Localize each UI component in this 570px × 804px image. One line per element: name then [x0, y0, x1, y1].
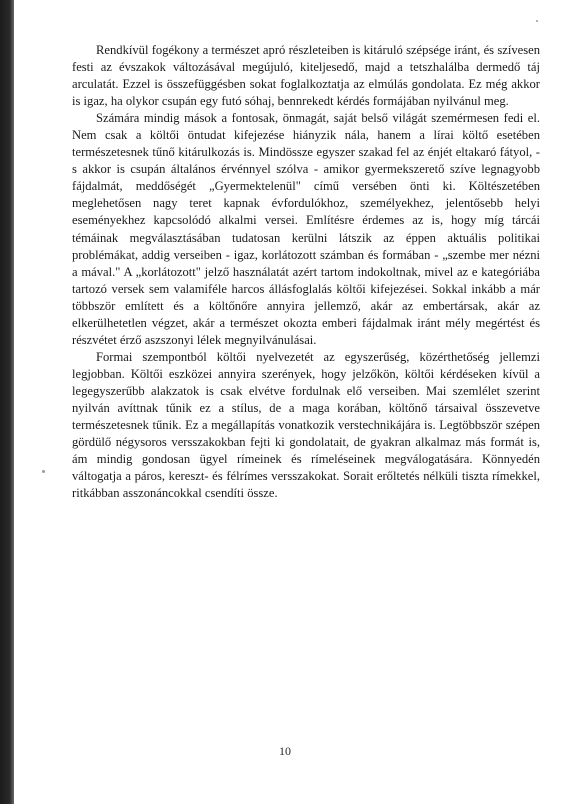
scan-speck — [536, 20, 538, 22]
paragraph-2: Számára mindig mások a fontosak, önmagát, saját belső világát szemérmesen fedi el. Nem csak a költői öntudat kifejezése hiányzik nála, hanem a lírai költő esetében természetesnek tűnő kitárulkozás is. Mindössze egyszer szakad fel az énjét eltakaró fátyol, - s akkor is csupán általános érvénnyel szólva - amikor gyermekszerető szíve legnagyobb fájdalmát, meddőségét „Gyermektelenül" című versében önti ki. Költészetében meglehetősen nagy teret kapnak évfordulókhoz, személyekhez, jelentősebb helyi eseményekhez kapcsolódó alkalmi versei. Említésre érdemes az is, hogy míg tárcái témáinak megválasztásában tudatosan kerülni látszik az éppen aktuális politikai problémákat, addig verseiben - igaz, korlátozott számban és formában - „szembe mer nézni a mával." A „korlátozott" jelző használatát azért tartom indokoltnak, mivel az e kategóriába tartozó versek sem valamiféle harcos állásfoglalás költői kifejezései. Sokkal inkább a már többször említett és a költőnőre annyira jellemző, akár az embertársak, akár az elkerülhetetlen végzet, akár a természet okozta emberi fájdalmak iránt mély megértést és részvétet érző aszszonyi lélek megnyilvánulásai. — [72, 111, 540, 347]
paragraph-1: Rendkívül fogékony a természet apró részleteiben is kitáruló szépsége iránt, és szívesen festi az évszakok változásával megújuló, kiteljesedő, majd a tetszhalálba dermedő táj arculatát. Ezzel is összefüggésben sokat foglalkoztatja az elmúlás gondolata. Ez még akkor is igaz, ha olykor csupán egy futó sóhaj, bennrekedt kérdés formájában nyilvánul meg. — [72, 43, 540, 109]
scan-speck — [42, 470, 45, 473]
page-number: 10 — [279, 744, 291, 758]
page-body — [72, 42, 540, 502]
paragraph-3: Formai szempontból költői nyelvezetét az egyszerűség, közérthetőség jellemzi legjobban. Költői eszközei annyira szerények, hogy jelzőkön, költői kérdéseken kívül a legegyszerűbb alakzatok is csak elvétve fordulnak elő verseiben. Mai szemlélet szerint nyilván avíttnak tűnik ez a stílus, de a maga korában, költőnő társaival összevetve természetesnek tűnik. Ez a megállapítás vonatkozik verstechnikájára is. Legtöbbször szépen gördülő négysoros versszakokban fejti ki gondolatait, de gyakran alkalmaz más formát is, ám mindig gondosan ügyel rímeinek és rímeléseinek megválogatására. Könnyedén váltogatja a páros, kereszt- és félrímes versszakokat. Sorait erőltetés nélküli tiszta rímekkel, ritkábban asszonáncokkal csendíti össze. — [72, 349, 540, 501]
scan-border-shadow — [0, 0, 14, 804]
